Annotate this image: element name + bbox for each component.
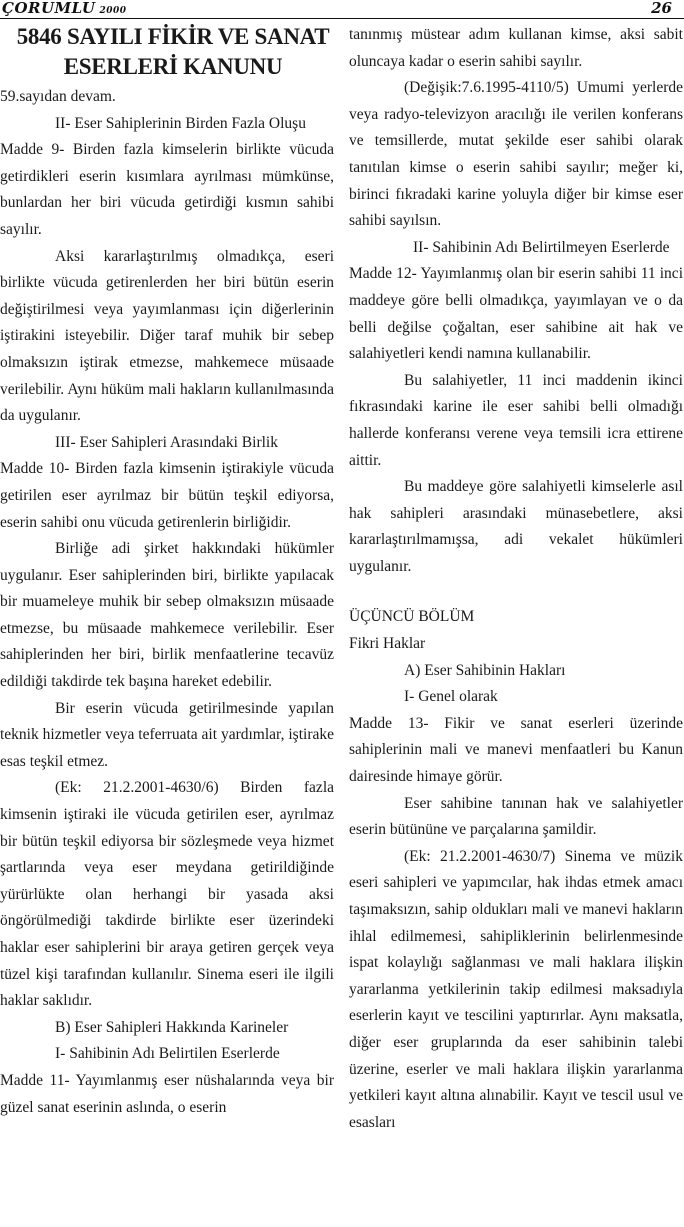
paragraph: Aksi kararlaştırılmış olmadıkça, eseri birlikte vücuda getirenlerden her biri bütün eserin değiştirilmesi veya yayımlanması için diğerlerinin iştirakini isteyebilir. Diğer taraf muhik bir sebep olmaksızın iştirak etmezse, mahkemece müsaade verilebilir. Aynı hüküm mali hakların kullanılmasında da uygulanır. [0,247,334,425]
paragraph: Birliğe adi şirket hakkındaki hükümler uygulanır. Eser sahiplerinden biri, birlikte yapılacak bir muameleye muhik bir sebep olmaksızın müsaade etmezse, bu müsaade mahkemece verilebilir. Eser sahiplerinden her biri, birlik menfaatlerine tecavüz edildiği takdirde tek başına hareket edebilir. [0,540,334,691]
section-heading: III- Eser Sahipleri Arasındaki Birlik [55,433,278,451]
paragraph: (Değişik:7.6.1995-4110/5) Umumi yerlerde veya radyo-televizyon aracılığı ile verilen konferans ve temsillerde, mutat şekilde eser sahibi olarak tanıtılan kimse o eserin sahibi sayılır; meğer ki, birinci fıkradaki karine yoluyla diğer bir kimse eser sahibi sayılsın. [349,79,683,230]
paragraph: Madde 10- Birden fazla kimsenin iştirakiyle vücuda getirilen eser ayrılmaz bir bütün teşkil ediyorsa, eserin sahibi onu vücuda getirenlerin birliğidir. [0,460,334,531]
logo-text: ÇORUMLU [2,0,96,17]
paragraph: Madde 11- Yayımlanmış eser nüshalarında veya bir güzel sanat eserinin aslında, o eserin [0,1071,334,1116]
title-line-1: 5846 SAYILI FİKİR VE SANAT [16,24,330,49]
paragraph: Madde 12- Yayımlanmış olan bir eserin sahibi 11 inci maddeye göre belli olmadıkça, yayımlayan ve o da belli değilse çoğaltan, eser sahibine ait hak ve salahiyetleri kendi namına kullanabilir. [349,265,683,363]
section-heading: II- Eser Sahiplerinin Birden Fazla Oluşu [55,114,306,132]
section-heading: II- Sahibinin Adı Belirtilmeyen Eserlerde [413,238,670,256]
paragraph: Bu salahiyetler, 11 inci maddenin ikinci fıkrasındaki karine ile eser sahibi belli olmadığı hallerde konferansı verene veya temsili icra ettirene aittir. [349,371,683,469]
paragraph: (Ek: 21.2.2001-4630/6) Birden fazla kimsenin iştiraki ile vücuda getirilen eser, ayrılmaz bir bütün teşkil ediyorsa bir sözleşmede veya hizmet şartlarında veya eser meydana getirildiğinde yürürlükte olan herhangi bir yasada aksi öngörülmediği takdirde birlikte eser üzerindeki haklar eser sahiplerini bir araya getiren gerçek veya tüzel kişi tarafından kullanılır. Sinema eseri ile ilgili haklar saklıdır. [0,779,334,1010]
logo-year: 2000 [99,6,127,16]
title-line-2: ESERLERİ KANUNU [63,54,283,79]
paragraph: Bu maddeye göre salahiyetli kimselerle asıl hak sahipleri arasındaki münasebetlere, aksi kararlaştırılmamışsa, adi vekalet hükümleri uygulanır. [349,478,683,575]
page-header [0,0,684,20]
publication-logo [2,0,127,17]
section-heading: I- Sahibinin Adı Belirtilen Eserlerde [55,1045,280,1063]
paragraph: Bir eserin vücuda getirilmesinde yapılan teknik hizmetler veya teferruata ait yardımlar, iştirake esas teşkil etmez. [0,699,334,770]
section-heading: A) Eser Sahibinin Hakları [404,661,566,679]
paragraph: Madde 9- Birden fazla kimselerin birlikte vücuda getirdikleri eserin kısımlara ayrılması mümkünse, bunlardan her biri vücuda getirdiği kısmın sahibi sayılır. [0,141,334,238]
page-number: 26 [651,0,672,17]
section-heading: B) Eser Sahipleri Hakkında Karineler [55,1018,289,1036]
chapter-heading: ÜÇÜNCÜ BÖLÜM [349,608,475,626]
right-column [349,22,683,1136]
section-heading: I- Genel olarak [404,688,498,706]
continuation-note: 59.sayıdan devam. [0,88,116,105]
paragraph: tanınmış müstear adım kullanan kimse, aksi sabit oluncaya kadar o eserin sahibi sayılır. [349,26,683,70]
section-heading: Fikri Haklar [349,635,426,653]
spacer [349,580,683,604]
paragraph: Eser sahibine tanınan hak ve salahiyetler eserin bütününe ve parçalarına şamildir. [349,794,683,839]
paragraph: (Ek: 21.2.2001-4630/7) Sinema ve müzik eseri sahipleri ve yapımcılar, hak ihdas etmek amacı taşımaksızın, sahip oldukları mali ve manevi hakların ihlal edilmemesi, sahipliklerinin belirlenmesinde ispat kolaylığı sağlanması ve mali haklara ilişkin yararlanma yetkilerinin takip edilmesi maksadıyla eserlerin kayıt ve tescilini yaptırırlar. Aynı maksatla, diğer eser gruplarında da eser sahibinin talebi üzerine, eserler ve mali haklara ilişkin yararlanma yetkileri kayıt altına alınabilir. Kayıt ve tescil usul ve esasları [349,847,683,1131]
header-rule [0,18,684,19]
article-title [0,22,334,82]
paragraph: Madde 13- Fikir ve sanat eserleri üzerinde sahiplerinin mali ve manevi menfaatleri bu Kanun dairesinde himaye görür. [349,714,683,786]
left-column [0,22,334,1121]
